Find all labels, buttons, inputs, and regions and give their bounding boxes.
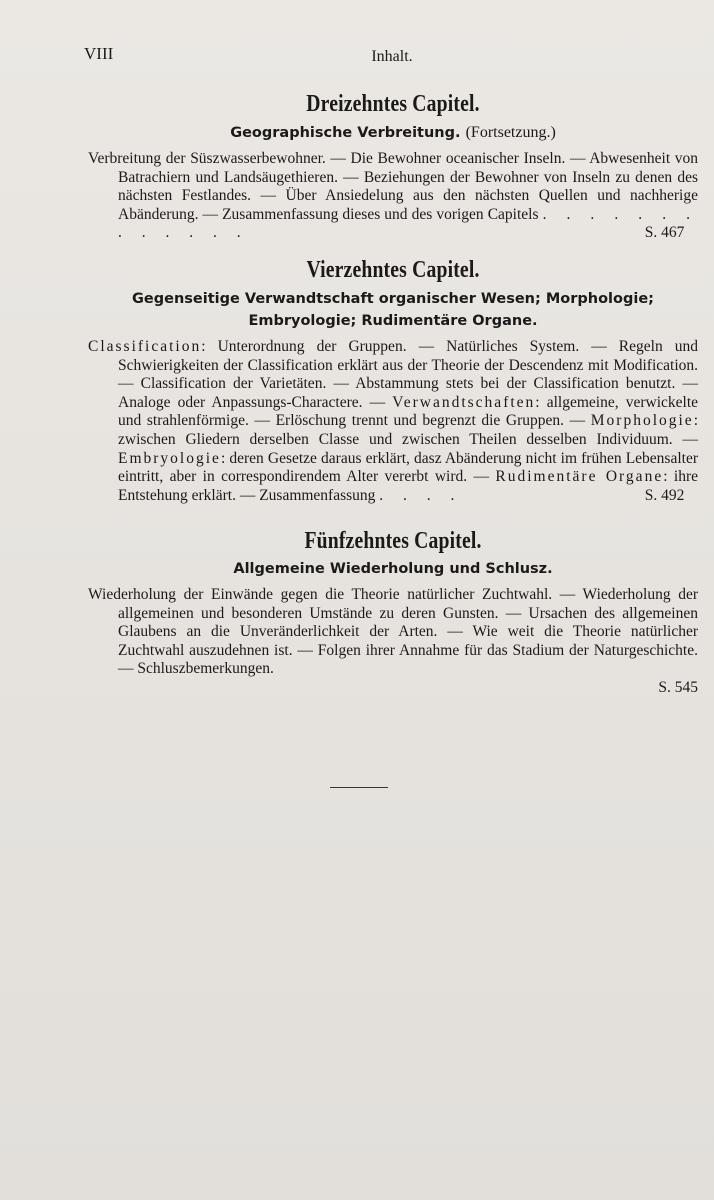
summary-term: Verwandtschaften (392, 393, 536, 411)
running-head: Inhalt. (371, 48, 413, 65)
summary-term: Classification (88, 338, 202, 355)
chapter-14 (88, 256, 698, 505)
chapter-subtitle-note: (Fortsetzung.) (465, 124, 556, 141)
chapter-15 (88, 527, 698, 698)
chapter-summary (88, 338, 698, 505)
chapter-13 (88, 90, 698, 243)
chapter-subtitle-main: Geographische Verbreitung. (230, 125, 461, 141)
page-reference: S. 545 (658, 678, 698, 696)
chapter-title: Fünfzehntes Capitel. (304, 528, 482, 554)
chapter-subtitle-line: Embryologie; Rudimentäre Organe. (248, 313, 538, 329)
chapter-subtitle (88, 122, 698, 144)
summary-text: : zwischen Gliedern derselben Classe und zwischen Theilen desselben Individuum. — (118, 412, 698, 448)
page-reference: S. 492 (644, 486, 685, 504)
chapter-subtitle-line: Gegenseitige Verwandtschaft organischer Wesen; Morphologie; (132, 291, 654, 307)
chapter-summary (88, 586, 698, 698)
leader-dots: . . . . (379, 486, 463, 504)
page-reference-line (118, 679, 698, 698)
chapter-subtitle (88, 288, 698, 332)
chapter-subtitle: Allgemeine Wiederholung und Schlusz. (233, 561, 553, 577)
summary-term: Rudimentäre Organe (495, 468, 664, 486)
leader-dots: . . . . . . . . . . . . . (118, 205, 699, 242)
page-number: VIII (84, 44, 114, 63)
summary-text: : ihre Entstehung erklärt. — Zusammenfassung (118, 468, 699, 504)
chapter-title: Vierzehntes Capitel. (306, 257, 480, 283)
summary-text: Wiederholung der Einwände gegen die Theorie natürlicher Zuchtwahl. — Wiederholung der allgemeinen und besonderen Umstände zu deren Gunsten. — Ursachen des allgemeinen Glaubens an die Unveränderlichkeit der Arten. — Wie weit die Theorie natürlicher Zuchtwahl auszudehnen ist. — Folgen ihrer Annahme für das Stadium der Naturgeschichte. — Schluszbemerkungen. (88, 586, 698, 678)
summary-text: : allgemeine, verwickelte und strahlenförmige. — Erlöschung trennt und begrenzt die Gruppen. — (118, 393, 698, 430)
summary-term: Embryologie (118, 449, 221, 467)
summary-text: : deren Gesetze daraus erklärt, dasz Abänderung nicht im frühen Lebensalter eintritt, aber in correspondirendem Alter vererbt wird. — (118, 449, 698, 486)
summary-text: Verbreitung der Süszwasserbewohner. — Die Bewohner oceanischer Inseln. — Abwesenheit von Batrachiern und Landsäugethieren. — Beziehungen der Bewohner von Inseln zu denen des nächsten Festlandes. — Über Ansiedelung aus den nächsten Quellen und nachherige Abänderung. — Zusammenfassung dieses und des vorigen Capitels (88, 150, 698, 223)
page-reference: S. 467 (644, 224, 685, 242)
chapter-summary (88, 150, 698, 243)
summary-text: : Unterordnung der Gruppen. — Natürliches System. — Regeln und Schwierigkeiten der Classification erklärt aus der Theorie der Descendenz mit Modification. — Classification der Varietäten. — Abstammung stets bei der Classification benutzt. — Analoge oder Anpassungs-Charactere. — (118, 338, 698, 411)
chapter-title: Dreizehntes Capitel. (306, 91, 480, 117)
section-rule (330, 787, 388, 788)
summary-term: Morphologie (590, 412, 694, 430)
